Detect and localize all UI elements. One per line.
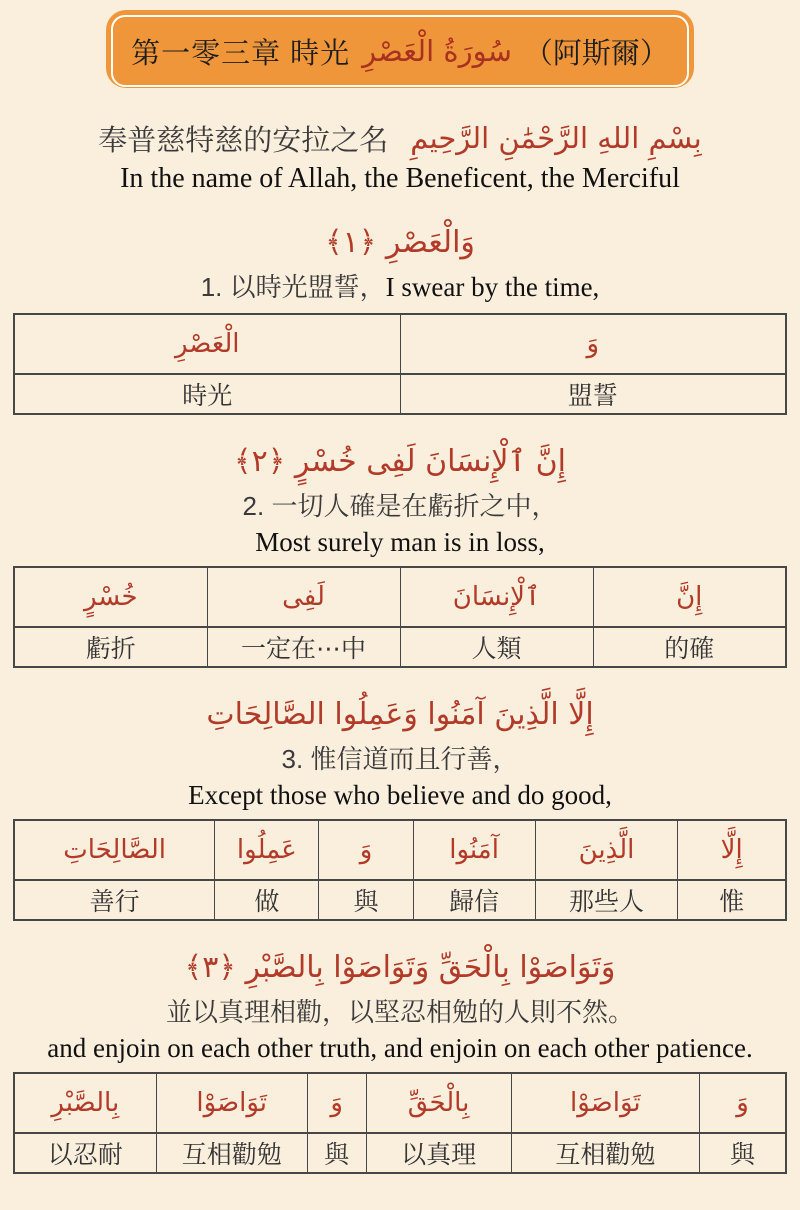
verse-arabic-text: إِنَّ ٱلْإِنسَانَ لَفِى خُسْرٍ ﴿٢﴾ [234,444,566,479]
arabic-word-cell: تَوَاصَوْا [511,1073,699,1133]
word-by-word-table-2 [13,566,787,668]
surah-header-inner [111,15,689,87]
chinese-word-row [14,1133,786,1173]
chinese-word-cell: 以忍耐 [14,1133,156,1173]
arabic-word-cell: لَفِى [207,567,400,627]
verse-chinese-translation: 惟信道而且行善， [310,744,519,774]
word-by-word-table-1 [13,313,787,415]
arabic-word-cell: وَ [700,1073,787,1133]
chinese-word-cell: 人類 [400,627,593,667]
word-by-word-table-4 [13,1072,787,1174]
verse-block-1 [0,218,800,415]
arabic-word-cell: الَّذِينَ [535,820,678,880]
chinese-word-row [14,880,786,920]
verse-english-translation: and enjoin on each other truth, and enjoin on each other patience. [47,1033,753,1063]
arabic-word-cell: وَ [307,1073,366,1133]
verse-chinese-translation: 一切人確是在虧折之中， [271,491,558,521]
arabic-word-cell: بِالصَّبْرِ [14,1073,156,1133]
verse-chinese-translation: 以時光盟誓， [229,272,386,302]
arabic-word-cell: خُسْرٍ [14,567,207,627]
surah-title-transliteration: （阿斯爾） [523,37,669,70]
verses-container [0,218,800,1174]
chinese-word-cell: 盟誓 [400,374,786,414]
chinese-word-cell: 互相勸勉 [511,1133,699,1173]
surah-header-box [106,10,694,88]
arabic-word-row [14,567,786,627]
arabic-word-row [14,1073,786,1133]
arabic-word-cell: عَمِلُوا [215,820,319,880]
chinese-word-cell: 互相勸勉 [156,1133,307,1173]
chinese-word-cell: 時光 [14,374,400,414]
chinese-word-cell: 做 [215,880,319,920]
verse-translation-line [0,268,800,306]
arabic-word-cell: تَوَاصَوْا [156,1073,307,1133]
verse-arabic-text: وَتَوَاصَوْا بِالْحَقِّ وَتَوَاصَوْا بِالصَّبْرِ ﴿٣﴾ [184,950,616,985]
chinese-word-cell: 一定在⋯中 [207,627,400,667]
verse-english-translation: Most surely man is in loss, [255,527,545,557]
arabic-word-row [14,314,786,374]
arabic-word-cell: وَ [319,820,413,880]
chinese-word-row [14,627,786,667]
arabic-word-row [14,820,786,880]
chinese-word-cell: 與 [319,880,413,920]
chinese-word-cell: 那些人 [535,880,678,920]
arabic-word-cell: بِالْحَقِّ [366,1073,511,1133]
arabic-word-cell: الصَّالِحَاتِ [14,820,215,880]
verse-number: 3. [281,744,311,774]
arabic-word-cell: الْعَصْرِ [14,314,400,374]
arabic-word-cell: آمَنُوا [413,820,535,880]
bismillah-arabic: بِسْمِ اللهِ الرَّحْمَٰنِ الرَّحِيمِ [410,121,702,155]
arabic-word-cell: إِنَّ [593,567,786,627]
chinese-word-cell: 與 [700,1133,787,1173]
arabic-word-cell: إِلَّا [678,820,786,880]
verse-arabic-text: وَالْعَصْرِ ﴿١﴾ [325,225,475,260]
verse-english-translation: I swear by the time, [385,272,600,302]
chinese-word-cell: 虧折 [14,627,207,667]
bismillah-line [0,114,800,162]
surah-title-chinese: 第一零三章 時光 [131,37,351,70]
bismillah-chinese: 奉普慈特慈的安拉之名 [98,124,389,157]
chinese-word-cell: 的確 [593,627,786,667]
word-by-word-table-3 [13,819,787,921]
verse-block-3 [0,690,800,921]
verse-arabic-text: إِلَّا الَّذِينَ آمَنُوا وَعَمِلُوا الصَّالِحَاتِ [206,697,594,732]
chinese-word-cell: 與 [307,1133,366,1173]
verse-translation-line [0,993,800,1031]
verse-block-2 [0,437,800,668]
verse-block-4 [0,943,800,1174]
verse-number: 2. [242,491,272,521]
surah-title-arabic: سُورَةُ الْعَصْرِ [362,34,512,68]
chinese-word-row [14,374,786,414]
arabic-word-cell: وَ [400,314,786,374]
verse-english-translation: Except those who believe and do good, [188,780,612,810]
chinese-word-cell: 歸信 [413,880,535,920]
chinese-word-cell: 以真理 [366,1133,511,1173]
chinese-word-cell: 惟 [678,880,786,920]
bismillah-english: In the name of Allah, the Beneficent, the Merciful [120,163,680,194]
verse-translation-line [0,740,800,778]
verse-chinese-translation: 並以真理相勸，以堅忍相勉的人則不然。 [165,997,634,1027]
verse-translation-line [0,487,800,525]
arabic-word-cell: ٱلْإِنسَانَ [400,567,593,627]
chinese-word-cell: 善行 [14,880,215,920]
page [0,10,800,1174]
verse-number: 1. [200,272,230,302]
